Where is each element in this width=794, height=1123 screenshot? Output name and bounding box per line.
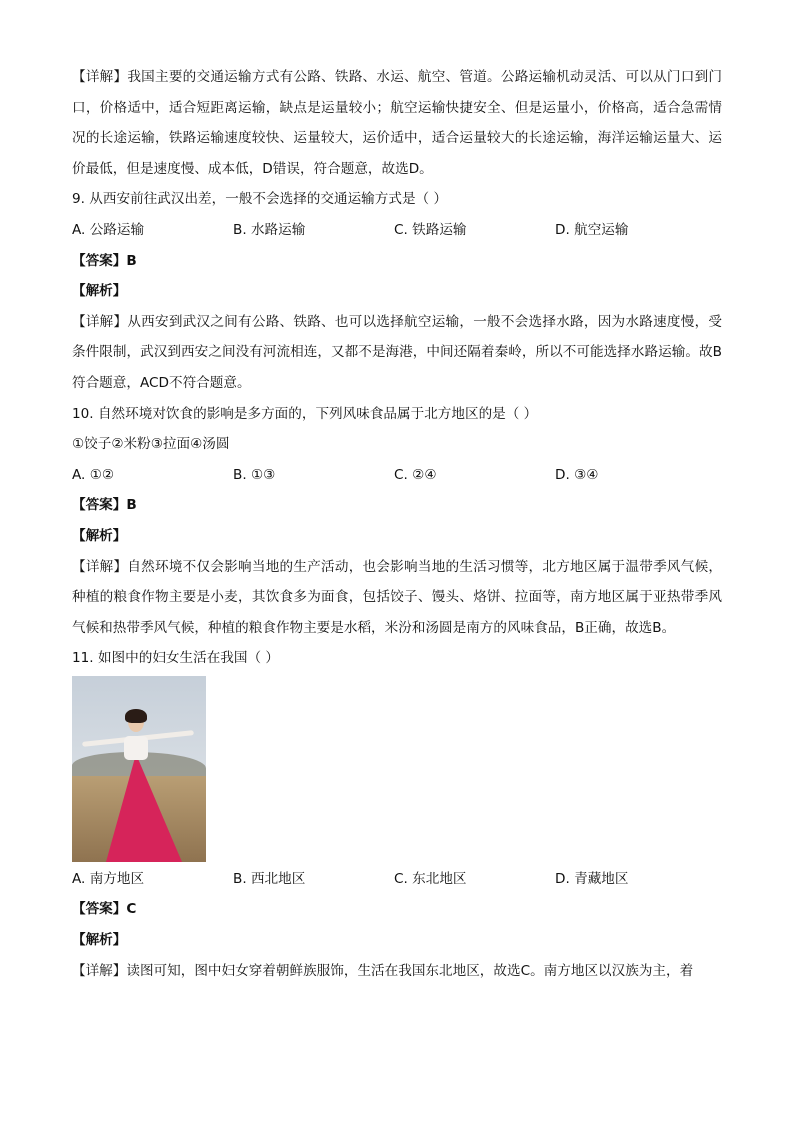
q11-question: 11. 如图中的妇女生活在我国（ ） (72, 650, 279, 667)
q11-option-b: B. 西北地区 (233, 870, 306, 887)
q11-option-d: D. 青藏地区 (555, 870, 629, 887)
q9-analysis-label: 【解析】 (72, 283, 127, 300)
page-content (72, 62, 722, 986)
q10-option-c: C. ②④ (394, 466, 437, 483)
q9-option-a: A. 公路运输 (72, 221, 145, 238)
q11-explanation: 【详解】读图可知，图中妇女穿着朝鲜族服饰，生活在我国东北地区，故选C。南方地区以汉族为主，着 (72, 962, 694, 979)
q11-option-a: A. 南方地区 (72, 870, 145, 887)
q8-explanation: 【详解】我国主要的交通运输方式有公路、铁路、水运、航空、管道。公路运输机动灵活、可以从门口到门口，价格适中，适合短距离运输，缺点是运量较小；航空运输快捷安全、但是运量小，价格高，适合急需情况的长途运输，铁路运输速度较快、运量较大，运价适中，适合运量较大的长途运输，海洋运输运量大、运价最低，但是速度慢、成本低，D错误，符合题意，故选D。 (72, 69, 722, 177)
woman-hanbok-photo (72, 676, 206, 862)
q10-analysis-label: 【解析】 (72, 527, 127, 544)
q10-items: ①饺子②米粉③拉面④汤圆 (72, 436, 230, 453)
q10-question: 10. 自然环境对饮食的影响是多方面的，下列风味食品属于北方地区的是（ ） (72, 405, 538, 422)
q9-answer: 【答案】B (72, 252, 137, 269)
q10-option-d: D. ③④ (555, 466, 599, 483)
q9-option-d: D. 航空运输 (555, 221, 629, 238)
q11-option-c: C. 东北地区 (394, 870, 467, 887)
q10-option-a: A. ①② (72, 466, 115, 483)
photo-dress (106, 754, 182, 862)
q9-explanation: 【详解】从西安到武汉之间有公路、铁路、也可以选择航空运输，一般不会选择水路，因为水路速度慢，受条件限制，武汉到西安之间没有河流相连，又都不是海港，中间还隔着秦岭，所以不可能选择水路运输。故B符合题意，ACD不符合题意。 (72, 313, 722, 391)
q9-option-c: C. 铁路运输 (394, 221, 467, 238)
q11-answer: 【答案】C (72, 901, 137, 918)
q9-option-b: B. 水路运输 (233, 221, 306, 238)
photo-hair (125, 709, 147, 723)
photo-torso (124, 736, 148, 760)
q10-explanation: 【详解】自然环境不仅会影响当地的生产活动，也会影响当地的生活习惯等，北方地区属于温带季风气候，种植的粮食作物主要是小麦，其饮食多为面食，包括饺子、馒头、烙饼、拉面等，南方地区属于亚热带季风气候和热带季风气候，种植的粮食作物主要是水稻，米汾和汤圆是南方的风味食品，B正确，故选B。 (72, 558, 722, 636)
q9-question: 9. 从西安前往武汉出差，一般不会选择的交通运输方式是（ ） (72, 191, 448, 208)
q10-options (72, 460, 722, 491)
q10-option-b: B. ①③ (233, 466, 276, 483)
q9-options (72, 215, 722, 246)
q10-answer: 【答案】B (72, 497, 137, 514)
q11-options (72, 864, 722, 895)
q11-analysis-label: 【解析】 (72, 932, 127, 949)
